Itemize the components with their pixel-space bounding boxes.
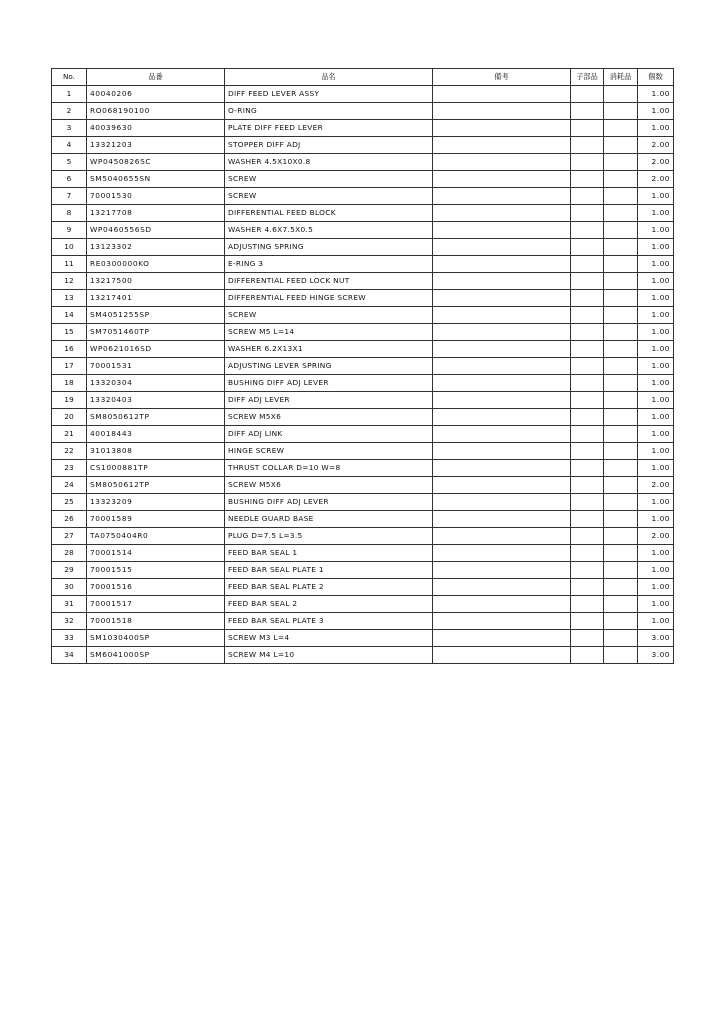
cell-sub-part xyxy=(571,324,604,341)
cell-part-code: SM1030400SP xyxy=(87,630,225,647)
cell-note xyxy=(433,205,571,222)
cell-part-code: WP0450826SC xyxy=(87,154,225,171)
cell-no: 31 xyxy=(52,596,87,613)
cell-no: 8 xyxy=(52,205,87,222)
cell-consumable xyxy=(604,256,638,273)
cell-quantity: 2.00 xyxy=(638,477,674,494)
cell-no: 19 xyxy=(52,392,87,409)
table-row xyxy=(52,103,674,120)
table-row xyxy=(52,477,674,494)
table-row xyxy=(52,613,674,630)
table-row xyxy=(52,154,674,171)
cell-note xyxy=(433,545,571,562)
cell-quantity: 1.00 xyxy=(638,596,674,613)
cell-part-name: FEED BAR SEAL PLATE 2 xyxy=(225,579,433,596)
cell-note xyxy=(433,426,571,443)
cell-sub-part xyxy=(571,188,604,205)
cell-sub-part xyxy=(571,171,604,188)
cell-no: 33 xyxy=(52,630,87,647)
cell-part-code: SM4051255SP xyxy=(87,307,225,324)
cell-part-code: 13217500 xyxy=(87,273,225,290)
cell-consumable xyxy=(604,511,638,528)
cell-no: 13 xyxy=(52,290,87,307)
cell-part-code: TA0750404R0 xyxy=(87,528,225,545)
cell-quantity: 1.00 xyxy=(638,256,674,273)
cell-sub-part xyxy=(571,477,604,494)
table-row xyxy=(52,307,674,324)
table-header xyxy=(52,69,674,86)
cell-quantity: 1.00 xyxy=(638,494,674,511)
cell-consumable xyxy=(604,630,638,647)
cell-sub-part xyxy=(571,120,604,137)
cell-part-code: 40040206 xyxy=(87,86,225,103)
cell-sub-part xyxy=(571,443,604,460)
cell-sub-part xyxy=(571,205,604,222)
cell-note xyxy=(433,103,571,120)
cell-quantity: 2.00 xyxy=(638,171,674,188)
cell-consumable xyxy=(604,613,638,630)
cell-consumable xyxy=(604,222,638,239)
cell-note xyxy=(433,460,571,477)
table-row xyxy=(52,460,674,477)
cell-part-name: WASHER 4.6X7.5X0.5 xyxy=(225,222,433,239)
cell-sub-part xyxy=(571,647,604,664)
cell-note xyxy=(433,477,571,494)
cell-part-name: SCREW xyxy=(225,188,433,205)
table-row xyxy=(52,630,674,647)
cell-part-name: ADJUSTING SPRING xyxy=(225,239,433,256)
cell-part-code: SM6041000SP xyxy=(87,647,225,664)
cell-part-name: SCREW xyxy=(225,171,433,188)
cell-consumable xyxy=(604,562,638,579)
cell-quantity: 1.00 xyxy=(638,511,674,528)
cell-consumable xyxy=(604,392,638,409)
table-row xyxy=(52,171,674,188)
header-note: 備考 xyxy=(433,69,571,86)
cell-part-code: 13320304 xyxy=(87,375,225,392)
cell-no: 5 xyxy=(52,154,87,171)
cell-sub-part xyxy=(571,562,604,579)
cell-note xyxy=(433,647,571,664)
table-row xyxy=(52,392,674,409)
cell-part-code: 70001517 xyxy=(87,596,225,613)
cell-part-name: PLATE DIFF FEED LEVER xyxy=(225,120,433,137)
cell-part-code: WP0460556SD xyxy=(87,222,225,239)
cell-part-name: SCREW M5 L=14 xyxy=(225,324,433,341)
cell-sub-part xyxy=(571,341,604,358)
cell-no: 25 xyxy=(52,494,87,511)
cell-part-code: 70001516 xyxy=(87,579,225,596)
table-row xyxy=(52,120,674,137)
cell-part-name: DIFFERENTIAL FEED HINGE SCREW xyxy=(225,290,433,307)
cell-consumable xyxy=(604,528,638,545)
cell-quantity: 1.00 xyxy=(638,392,674,409)
cell-consumable xyxy=(604,494,638,511)
cell-part-name: DIFF FEED LEVER ASSY xyxy=(225,86,433,103)
cell-part-name: BUSHING DIFF ADJ LEVER xyxy=(225,494,433,511)
cell-note xyxy=(433,171,571,188)
cell-quantity: 1.00 xyxy=(638,409,674,426)
cell-part-name: HINGE SCREW xyxy=(225,443,433,460)
cell-no: 2 xyxy=(52,103,87,120)
cell-quantity: 1.00 xyxy=(638,545,674,562)
cell-part-name: NEEDLE GUARD BASE xyxy=(225,511,433,528)
cell-sub-part xyxy=(571,426,604,443)
cell-quantity: 1.00 xyxy=(638,103,674,120)
cell-consumable xyxy=(604,460,638,477)
cell-consumable xyxy=(604,358,638,375)
cell-note xyxy=(433,511,571,528)
cell-note xyxy=(433,120,571,137)
cell-quantity: 1.00 xyxy=(638,188,674,205)
cell-quantity: 1.00 xyxy=(638,375,674,392)
cell-no: 1 xyxy=(52,86,87,103)
cell-note xyxy=(433,290,571,307)
cell-note xyxy=(433,579,571,596)
cell-part-code: SM7051460TP xyxy=(87,324,225,341)
cell-part-code: CS1000881TP xyxy=(87,460,225,477)
parts-list-sheet xyxy=(51,68,673,664)
cell-no: 21 xyxy=(52,426,87,443)
cell-note xyxy=(433,409,571,426)
cell-quantity: 1.00 xyxy=(638,613,674,630)
cell-consumable xyxy=(604,137,638,154)
header-row xyxy=(52,69,674,86)
cell-sub-part xyxy=(571,630,604,647)
cell-no: 26 xyxy=(52,511,87,528)
table-body xyxy=(52,86,674,664)
cell-part-code: RO068190100 xyxy=(87,103,225,120)
cell-sub-part xyxy=(571,222,604,239)
cell-consumable xyxy=(604,375,638,392)
table-row xyxy=(52,205,674,222)
cell-quantity: 3.00 xyxy=(638,630,674,647)
cell-part-name: SCREW M4 L=10 xyxy=(225,647,433,664)
cell-note xyxy=(433,239,571,256)
cell-no: 11 xyxy=(52,256,87,273)
table-row xyxy=(52,137,674,154)
cell-sub-part xyxy=(571,596,604,613)
cell-quantity: 1.00 xyxy=(638,222,674,239)
cell-quantity: 1.00 xyxy=(638,273,674,290)
table-row xyxy=(52,341,674,358)
cell-consumable xyxy=(604,103,638,120)
cell-quantity: 2.00 xyxy=(638,137,674,154)
cell-part-code: 70001531 xyxy=(87,358,225,375)
table-row xyxy=(52,409,674,426)
cell-quantity: 1.00 xyxy=(638,443,674,460)
header-consumable: 消耗品 xyxy=(604,69,638,86)
cell-quantity: 1.00 xyxy=(638,460,674,477)
cell-note xyxy=(433,630,571,647)
cell-no: 30 xyxy=(52,579,87,596)
table-row xyxy=(52,443,674,460)
cell-quantity: 1.00 xyxy=(638,86,674,103)
cell-part-name: WASHER 6.2X13X1 xyxy=(225,341,433,358)
cell-sub-part xyxy=(571,375,604,392)
table-row xyxy=(52,239,674,256)
cell-sub-part xyxy=(571,137,604,154)
cell-quantity: 2.00 xyxy=(638,528,674,545)
cell-no: 32 xyxy=(52,613,87,630)
cell-sub-part xyxy=(571,86,604,103)
cell-part-name: ADJUSTING LEVER SPRING xyxy=(225,358,433,375)
header-no: No. xyxy=(52,69,87,86)
cell-quantity: 1.00 xyxy=(638,205,674,222)
cell-part-name: E-RING 3 xyxy=(225,256,433,273)
table-row xyxy=(52,188,674,205)
table-row xyxy=(52,528,674,545)
cell-part-code: 31013808 xyxy=(87,443,225,460)
cell-sub-part xyxy=(571,290,604,307)
cell-no: 9 xyxy=(52,222,87,239)
cell-no: 15 xyxy=(52,324,87,341)
cell-sub-part xyxy=(571,494,604,511)
table-row xyxy=(52,494,674,511)
cell-part-name: FEED BAR SEAL 1 xyxy=(225,545,433,562)
cell-consumable xyxy=(604,239,638,256)
cell-part-code: 13217708 xyxy=(87,205,225,222)
table-row xyxy=(52,647,674,664)
parts-table xyxy=(51,68,674,664)
table-row xyxy=(52,273,674,290)
cell-note xyxy=(433,256,571,273)
cell-no: 7 xyxy=(52,188,87,205)
cell-quantity: 1.00 xyxy=(638,579,674,596)
cell-consumable xyxy=(604,579,638,596)
table-row xyxy=(52,545,674,562)
cell-part-code: 70001530 xyxy=(87,188,225,205)
cell-part-name: SCREW xyxy=(225,307,433,324)
cell-part-name: DIFF ADJ LINK xyxy=(225,426,433,443)
cell-consumable xyxy=(604,188,638,205)
cell-no: 22 xyxy=(52,443,87,460)
cell-no: 4 xyxy=(52,137,87,154)
cell-no: 10 xyxy=(52,239,87,256)
cell-part-code: SM8050612TP xyxy=(87,409,225,426)
cell-quantity: 1.00 xyxy=(638,358,674,375)
cell-no: 34 xyxy=(52,647,87,664)
cell-consumable xyxy=(604,477,638,494)
cell-sub-part xyxy=(571,545,604,562)
cell-note xyxy=(433,86,571,103)
cell-sub-part xyxy=(571,103,604,120)
cell-part-name: O-RING xyxy=(225,103,433,120)
cell-sub-part xyxy=(571,154,604,171)
cell-part-name: SCREW M5X6 xyxy=(225,409,433,426)
cell-sub-part xyxy=(571,579,604,596)
cell-note xyxy=(433,188,571,205)
table-row xyxy=(52,426,674,443)
cell-no: 29 xyxy=(52,562,87,579)
cell-no: 24 xyxy=(52,477,87,494)
cell-note xyxy=(433,392,571,409)
cell-no: 27 xyxy=(52,528,87,545)
table-row xyxy=(52,579,674,596)
cell-part-code: 70001589 xyxy=(87,511,225,528)
cell-no: 16 xyxy=(52,341,87,358)
cell-no: 20 xyxy=(52,409,87,426)
cell-consumable xyxy=(604,545,638,562)
cell-consumable xyxy=(604,341,638,358)
cell-quantity: 1.00 xyxy=(638,324,674,341)
cell-part-code: 13320403 xyxy=(87,392,225,409)
cell-part-name: PLUG D=7.5 L=3.5 xyxy=(225,528,433,545)
cell-part-name: FEED BAR SEAL 2 xyxy=(225,596,433,613)
cell-part-name: DIFFERENTIAL FEED LOCK NUT xyxy=(225,273,433,290)
cell-no: 3 xyxy=(52,120,87,137)
cell-quantity: 1.00 xyxy=(638,290,674,307)
cell-part-code: 13217401 xyxy=(87,290,225,307)
table-row xyxy=(52,290,674,307)
cell-quantity: 1.00 xyxy=(638,120,674,137)
table-row xyxy=(52,358,674,375)
cell-note xyxy=(433,562,571,579)
header-sub-part: 子部品 xyxy=(571,69,604,86)
cell-note xyxy=(433,375,571,392)
cell-part-code: 13323209 xyxy=(87,494,225,511)
cell-sub-part xyxy=(571,409,604,426)
cell-consumable xyxy=(604,324,638,341)
cell-note xyxy=(433,494,571,511)
cell-part-name: DIFFERENTIAL FEED BLOCK xyxy=(225,205,433,222)
cell-consumable xyxy=(604,154,638,171)
cell-quantity: 1.00 xyxy=(638,307,674,324)
cell-part-name: FEED BAR SEAL PLATE 1 xyxy=(225,562,433,579)
cell-consumable xyxy=(604,120,638,137)
table-row xyxy=(52,256,674,273)
cell-consumable xyxy=(604,86,638,103)
cell-sub-part xyxy=(571,239,604,256)
cell-sub-part xyxy=(571,392,604,409)
cell-consumable xyxy=(604,596,638,613)
header-quantity: 個数 xyxy=(638,69,674,86)
cell-part-name: STOPPER DIFF ADJ xyxy=(225,137,433,154)
cell-sub-part xyxy=(571,460,604,477)
cell-note xyxy=(433,613,571,630)
cell-part-code: 70001518 xyxy=(87,613,225,630)
cell-quantity: 3.00 xyxy=(638,647,674,664)
cell-note xyxy=(433,273,571,290)
cell-consumable xyxy=(604,409,638,426)
cell-note xyxy=(433,528,571,545)
header-part-code: 品番 xyxy=(87,69,225,86)
cell-note xyxy=(433,341,571,358)
cell-consumable xyxy=(604,307,638,324)
cell-no: 12 xyxy=(52,273,87,290)
cell-part-code: 13321203 xyxy=(87,137,225,154)
cell-no: 6 xyxy=(52,171,87,188)
cell-consumable xyxy=(604,647,638,664)
cell-sub-part xyxy=(571,528,604,545)
cell-note xyxy=(433,443,571,460)
table-row xyxy=(52,222,674,239)
cell-consumable xyxy=(604,426,638,443)
cell-part-code: 70001514 xyxy=(87,545,225,562)
cell-quantity: 1.00 xyxy=(638,341,674,358)
table-row xyxy=(52,596,674,613)
cell-part-name: DIFF ADJ LEVER xyxy=(225,392,433,409)
cell-sub-part xyxy=(571,256,604,273)
cell-quantity: 1.00 xyxy=(638,239,674,256)
cell-quantity: 1.00 xyxy=(638,426,674,443)
table-row xyxy=(52,324,674,341)
cell-no: 17 xyxy=(52,358,87,375)
cell-part-code: 40039630 xyxy=(87,120,225,137)
cell-part-name: SCREW M5X6 xyxy=(225,477,433,494)
cell-consumable xyxy=(604,171,638,188)
cell-no: 23 xyxy=(52,460,87,477)
cell-part-code: SM5040655SN xyxy=(87,171,225,188)
cell-sub-part xyxy=(571,511,604,528)
cell-no: 14 xyxy=(52,307,87,324)
cell-part-name: THRUST COLLAR D=10 W=8 xyxy=(225,460,433,477)
cell-part-name: WASHER 4.5X10X0.8 xyxy=(225,154,433,171)
cell-no: 18 xyxy=(52,375,87,392)
cell-part-name: FEED BAR SEAL PLATE 3 xyxy=(225,613,433,630)
cell-part-name: SCREW M3 L=4 xyxy=(225,630,433,647)
cell-part-code: RE0300000KO xyxy=(87,256,225,273)
cell-sub-part xyxy=(571,307,604,324)
table-row xyxy=(52,375,674,392)
cell-note xyxy=(433,596,571,613)
table-row xyxy=(52,86,674,103)
header-part-name: 品名 xyxy=(225,69,433,86)
cell-quantity: 1.00 xyxy=(638,562,674,579)
cell-sub-part xyxy=(571,273,604,290)
cell-note xyxy=(433,222,571,239)
cell-consumable xyxy=(604,205,638,222)
cell-part-code: WP0621016SD xyxy=(87,341,225,358)
cell-part-code: 13123302 xyxy=(87,239,225,256)
cell-sub-part xyxy=(571,358,604,375)
cell-note xyxy=(433,154,571,171)
cell-sub-part xyxy=(571,613,604,630)
table-row xyxy=(52,562,674,579)
cell-consumable xyxy=(604,290,638,307)
cell-note xyxy=(433,358,571,375)
cell-part-code: SM8050612TP xyxy=(87,477,225,494)
table-row xyxy=(52,511,674,528)
cell-note xyxy=(433,137,571,154)
cell-part-code: 70001515 xyxy=(87,562,225,579)
cell-consumable xyxy=(604,443,638,460)
cell-quantity: 2.00 xyxy=(638,154,674,171)
cell-no: 28 xyxy=(52,545,87,562)
cell-note xyxy=(433,324,571,341)
cell-part-name: BUSHING DIFF ADJ LEVER xyxy=(225,375,433,392)
cell-part-code: 40018443 xyxy=(87,426,225,443)
cell-consumable xyxy=(604,273,638,290)
cell-note xyxy=(433,307,571,324)
